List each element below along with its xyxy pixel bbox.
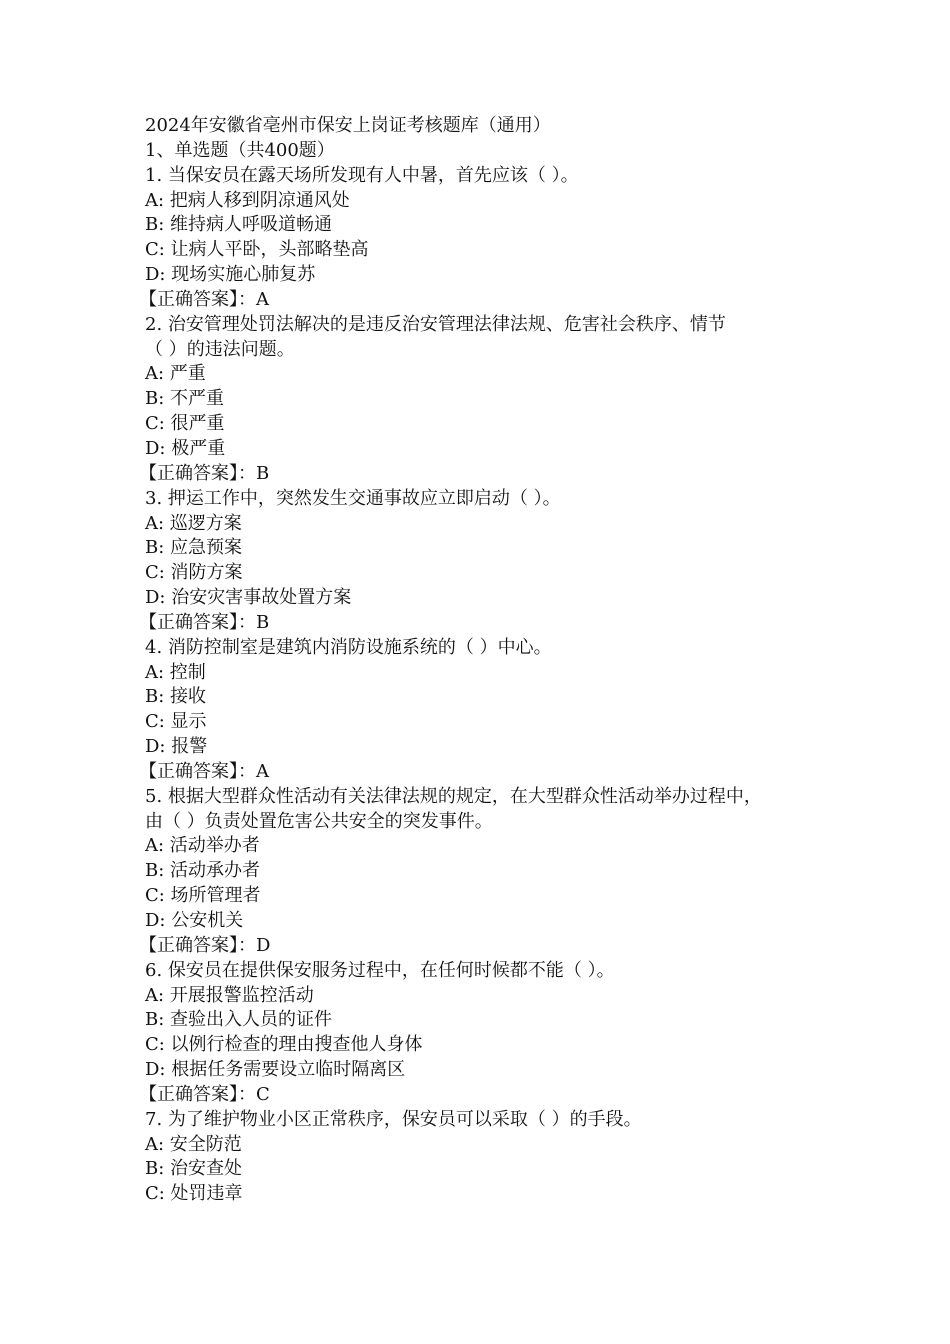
answer-option: B: 查验出入人员的证件 (145, 1009, 333, 1031)
question-item (139, 313, 825, 487)
answer-option: A: 把病人移到阴凉通风处 (145, 189, 350, 211)
question-list (139, 164, 825, 1207)
correct-answer-value: B (256, 462, 270, 484)
answer-option: C: 消防方案 (145, 562, 243, 584)
answer-option: B: 不严重 (145, 388, 225, 410)
section-heading: 1、单选题（共400题） (145, 139, 335, 161)
answer-option: D: 现场实施心肺复苏 (145, 264, 316, 286)
question-text: 4. 消防控制室是建筑内消防设施系统的（ ）中心。 (145, 636, 552, 658)
answer-option: B: 接收 (145, 686, 207, 708)
question-item (139, 785, 825, 959)
correct-answer-label: 【正确答案】： (139, 462, 256, 484)
question-text: 7. 为了维护物业小区正常秩序，保安员可以采取（ ）的手段。 (145, 1108, 642, 1130)
answer-option: A: 开展报警监控活动 (145, 984, 314, 1006)
answer-option: D: 根据任务需要设立临时隔离区 (145, 1059, 406, 1081)
question-text: 3. 押运工作中，突然发生交通事故应立即启动（ ）。 (145, 487, 561, 509)
correct-answer (139, 760, 825, 785)
answer-option: D: 治安灾害事故处置方案 (145, 587, 352, 609)
question-item (139, 164, 825, 313)
answer-option: C: 很严重 (145, 413, 225, 435)
answer-option: C: 让病人平卧，头部略垫高 (145, 239, 369, 261)
question-text: 2. 治安管理处罚法解决的是违反治安管理法律法规、危害社会秩序、情节 (145, 313, 726, 335)
correct-answer-label: 【正确答案】： (139, 611, 256, 633)
correct-answer-value: B (256, 611, 270, 633)
question-item (139, 959, 825, 1108)
answer-option: A: 安全防范 (145, 1133, 242, 1155)
answer-option: C: 显示 (145, 711, 207, 733)
question-item (139, 487, 825, 636)
question-item (145, 1108, 825, 1207)
correct-answer-value: A (256, 760, 269, 782)
question-text: （ ）的违法问题。 (145, 338, 295, 360)
answer-option: A: 严重 (145, 363, 206, 385)
correct-answer (139, 934, 825, 959)
question-text: 1. 当保安员在露天场所发现有人中暑，首先应该（ ）。 (145, 164, 579, 186)
answer-option: C: 以例行检查的理由搜查他人身体 (145, 1034, 423, 1056)
correct-answer (139, 462, 825, 487)
answer-option: C: 处罚违章 (145, 1183, 243, 1205)
answer-option: A: 巡逻方案 (145, 512, 242, 534)
answer-option: D: 极严重 (145, 437, 226, 459)
correct-answer-value: D (256, 934, 271, 956)
question-item (139, 636, 825, 785)
document-title: 2024年安徽省亳州市保安上岗证考核题库（通用） (145, 115, 551, 136)
answer-option: B: 活动承办者 (145, 860, 261, 882)
correct-answer (139, 1083, 825, 1108)
question-text: 6. 保安员在提供保安服务过程中，在任何时候都不能（ ）。 (145, 959, 615, 981)
answer-option: B: 治安查处 (145, 1158, 243, 1180)
answer-option: D: 公安机关 (145, 910, 244, 931)
correct-answer (139, 611, 825, 636)
correct-answer-label: 【正确答案】： (139, 1083, 256, 1105)
question-text: 5. 根据大型群众性活动有关法律法规的规定，在大型群众性活动举办过程中， (145, 785, 762, 807)
correct-answer-label: 【正确答案】： (139, 760, 256, 782)
answer-option: A: 活动举办者 (145, 835, 260, 857)
correct-answer-value: A (256, 288, 269, 310)
correct-answer-label: 【正确答案】： (139, 288, 256, 310)
correct-answer (139, 288, 825, 313)
correct-answer-label: 【正确答案】： (139, 934, 256, 956)
document-content (139, 114, 825, 1207)
answer-option: D: 报警 (145, 736, 208, 758)
answer-option: B: 维持病人呼吸道畅通 (145, 214, 333, 236)
answer-option: C: 场所管理者 (145, 885, 261, 907)
question-text: 由（ ）负责处置危害公共安全的突发事件。 (145, 810, 493, 832)
answer-option: B: 应急预案 (145, 537, 243, 559)
answer-option: A: 控制 (145, 661, 206, 683)
correct-answer-value: C (256, 1083, 270, 1105)
